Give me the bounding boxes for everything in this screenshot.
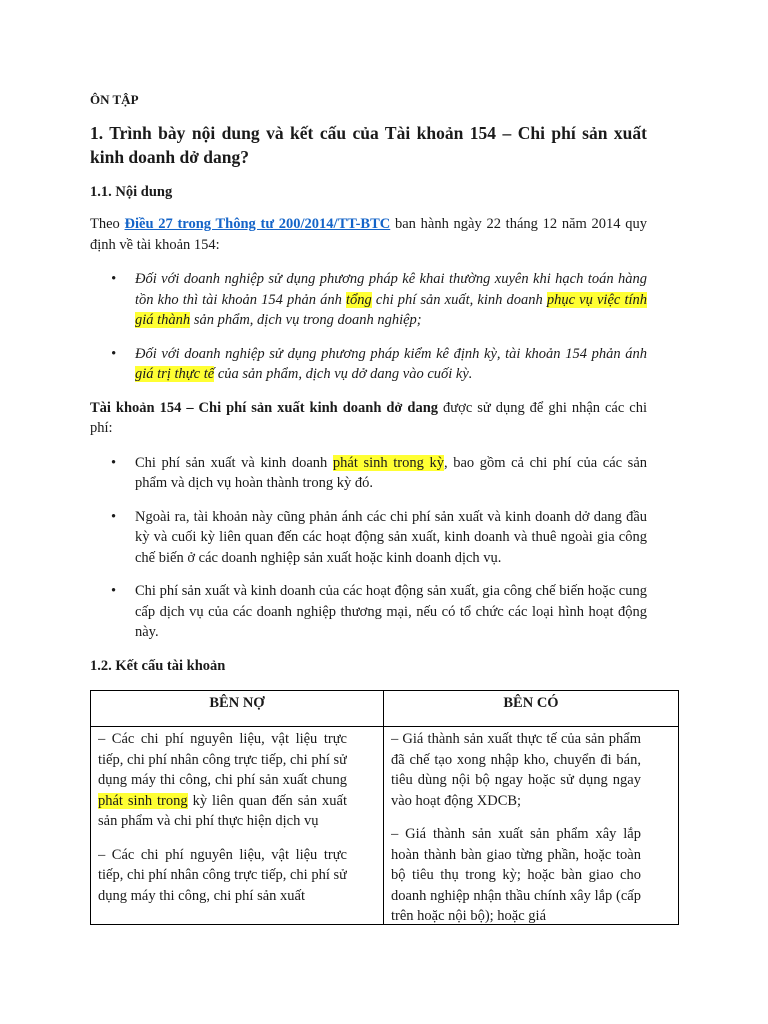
bullet-icon: • [111, 271, 117, 287]
bullet-icon: • [111, 508, 117, 525]
circular-link[interactable]: Điều 27 trong Thông tư 200/2014/TT-BTC [124, 216, 391, 232]
debit-cell [91, 727, 384, 925]
debit-item: – Các chi phí nguyên liệu, vật liệu trực tiếp, chi phí nhân công trực tiếp, chi phí sử dụng máy thi công, chi phí sản xuất chung phát sinh trong kỳ liên quan đến sản xuất sản phẩm và chi phí thực hiện dịch vụ [98, 731, 347, 829]
credit-item: – Giá thành sản xuất sản phẩm xây lắp hoàn thành bàn giao từng phần, hoặc toàn bộ tiêu thụ trong kỳ; hoặc bàn giao cho doanh nghiệp nhận thầu chính xây lắp (cấp trên hoặc nội bộ); hoặc giá [391, 826, 641, 924]
list-item: • Chi phí sản xuất và kinh doanh của các hoạt động sản xuất, gia công chế biến hoặc cung cấp dịch vụ của các doanh nghiệp thương mại, nếu có tổ chức các loại hình hoạt động này. [111, 583, 647, 640]
section-1-1-heading: 1.1. Nội dung [90, 184, 173, 200]
bullet-icon: • [111, 454, 117, 471]
method-bullet-list [90, 269, 647, 385]
credit-item: – Giá thành sản xuất thực tế của sản phẩm đã chế tạo xong nhập kho, chuyển đi bán, tiêu dùng nội bộ ngay hoặc sử dụng ngay vào hoạt động XDCB; [391, 731, 641, 809]
table-header-row [91, 691, 679, 727]
review-title: ÔN TẬP [90, 92, 139, 107]
intro-paragraph: Theo Điều 27 trong Thông tư 200/2014/TT-BTC ban hành ngày 22 tháng 12 năm 2014 quy định về tài khoản 154: [90, 216, 647, 253]
bullet-icon: • [111, 345, 117, 362]
question-heading: 1. Trình bày nội dung và kết cấu của Tài khoản 154 – Chi phí sản xuất kinh doanh dở dang? [90, 123, 647, 167]
cost-bullet-list [90, 453, 647, 643]
account-structure-table [90, 690, 679, 925]
document-body [90, 88, 647, 676]
debit-item: – Các chi phí nguyên liệu, vật liệu trực tiếp, chi phí nhân công trực tiếp, chi phí sử dụng máy thi công, chi phí sản xuất [98, 846, 347, 904]
highlighted-text: phát sinh trong [98, 792, 188, 809]
list-item: • Ngoài ra, tài khoản này cũng phản ánh các chi phí sản xuất và kinh doanh dở dang đầu kỳ và cuối kỳ liên quan đến các hoạt động sản xuất, kinh doanh và thuê ngoài gia công chế biến ở các doanh nghiệp sản xuất hoặc kinh doanh dịch vụ. [111, 508, 647, 566]
highlighted-text: tổng [346, 291, 372, 308]
highlighted-text: phát sinh trong kỳ [332, 454, 444, 471]
section-1-2-heading: 1.2. Kết cấu tài khoản [90, 657, 226, 674]
account-usage-paragraph: Tài khoản 154 – Chi phí sản xuất kinh doanh dở dang được sử dụng để ghi nhận các chi phí: [90, 399, 647, 436]
highlighted-text: phục vụ việc tính giá thành [135, 291, 647, 328]
highlighted-text: giá trị thực tế [135, 366, 215, 382]
credit-column-header: BÊN CÓ [384, 691, 679, 727]
debit-column-header: BÊN NỢ [91, 691, 384, 727]
bullet-icon: • [111, 583, 117, 599]
list-item: • Đối với doanh nghiệp sử dụng phương pháp kê khai thường xuyên khi hạch toán hàng tồn kho thì tài khoản 154 phản ánh tổng chi phí sản xuất, kinh doanh phục vụ việc tính giá thành sản phẩm, dịch vụ trong doanh nghiệp; [111, 271, 647, 328]
list-item: • Chi phí sản xuất và kinh doanh phát sinh trong kỳ, bao gồm cả chi phí của các sản phẩm và dịch vụ hoàn thành trong kỳ đó. [111, 454, 648, 491]
credit-cell [384, 727, 679, 925]
table-row [91, 727, 679, 925]
list-item: • Đối với doanh nghiệp sử dụng phương pháp kiểm kê định kỳ, tài khoản 154 phản ánh giá trị thực tế của sản phẩm, dịch vụ dở dang vào cuối kỳ. [111, 345, 647, 382]
